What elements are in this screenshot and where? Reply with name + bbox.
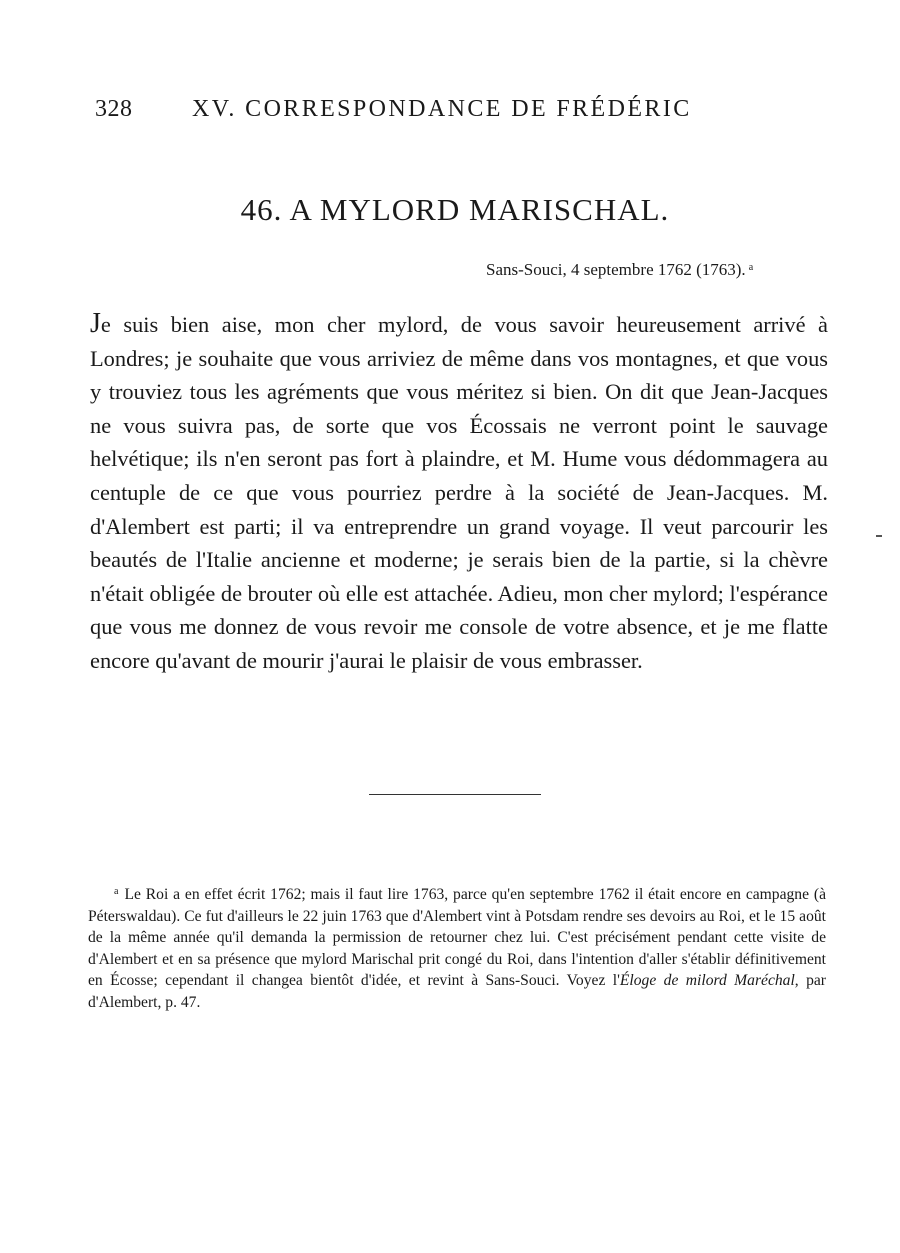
footnote-mark: a [114,886,119,897]
page-number: 328 [95,96,133,122]
running-head [90,96,750,130]
letter-title: 46. A MYLORD MARISCHAL. [240,192,670,227]
footnote-tail: , par d'Alembert, p. 47. [88,972,826,1011]
letter-body [90,307,828,678]
footnote [88,881,826,1014]
footnote-reference[interactable]: a [748,262,754,273]
footnote-text: Le Roi a en effet écrit 1762; mais il faut lire 1763, parce qu'en septembre 1762 il était encore en campagne (à Péterswaldau). Ce fut d'ailleurs le 22 juin 1763 que d'Alembert vint à Potsdam rendre ses devoirs au Roi, et le 15 août de la même année qu'il demanda la permission de retourner chez lui. C'est précisément pendant cette visite de d'Alembert et en sa présence que mylord Marischal prit congé du Roi, dans l'intention d'aller s'établir définitivement en Écosse; cependant il changea bientôt d'idée, et revint à Sans-Souci. Voyez l' [88,886,826,990]
section-divider [369,794,541,795]
margin-mark [876,535,882,537]
initial-letter: J [90,308,101,339]
footnote-cited-title: Éloge de milord Maréchal [619,972,795,990]
dateline [486,260,753,280]
running-head-title: XV. CORRESPONDANCE DE FRÉDÉRIC [192,96,692,122]
letter-body-text: e suis bien aise, mon cher mylord, de vous savoir heureusement arrivé à Londres; je souhaite que vous arriviez de même dans vos montagnes, et que vous y trouviez tous les agréments que vous méritez si bien. On dit que Jean-Jacques ne vous suivra pas, de sorte que vos Écossais ne verront point le sauvage helvétique; ils n'en seront pas fort à plaindre, et M. Hume vous dédommagera au centuple de ce que vous pourriez perdre à la société de Jean-Jacques. M. d'Alembert est parti; il va entreprendre un grand voyage. Il veut parcourir les beautés de l'Italie ancienne et moderne; je serais bien de la partie, si la chèvre n'était obligée de brouter où elle est attachée. Adieu, mon cher mylord; l'espérance que vous me donnez de vous revoir me console de votre absence, et je me flatte encore qu'avant de mourir j'aurai le plaisir de vous embrasser. [90,312,828,673]
dateline-text: Sans-Souci, 4 septembre 1762 (1763). [486,260,746,279]
